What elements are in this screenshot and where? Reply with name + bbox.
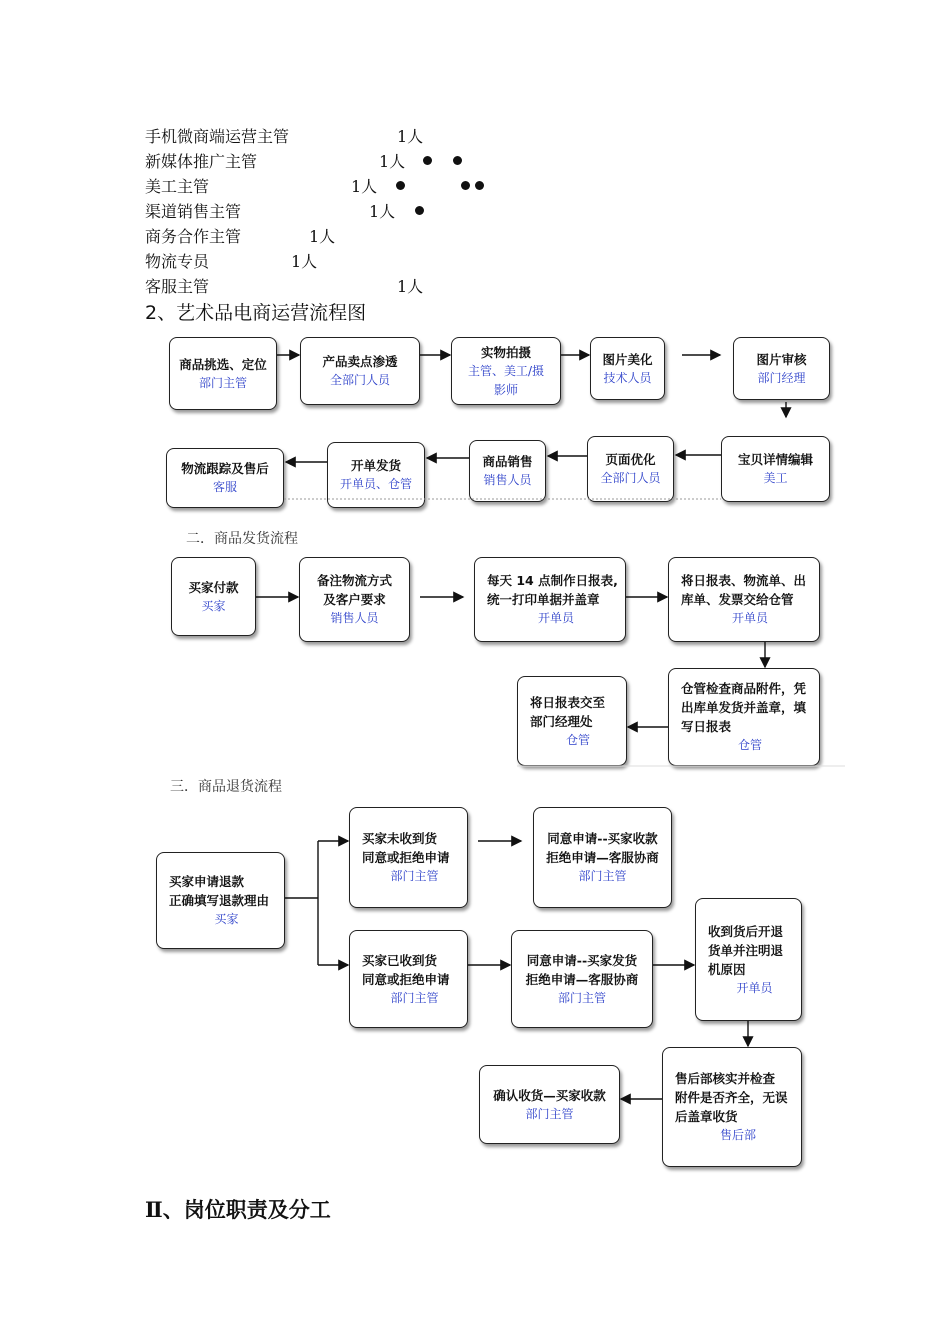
staff-row (145, 152, 406, 172)
step-role: 部门主管 (578, 869, 627, 883)
staff-row (145, 177, 378, 197)
flow3-step (349, 930, 468, 1028)
flow1-step (733, 337, 830, 400)
step-title: 同意申请--买家发货 拒绝申请—客服协商 (525, 952, 639, 987)
flow1-step (721, 436, 830, 502)
step-role: 开单员 (736, 980, 773, 995)
staff-role: 渠道销售主管 (145, 202, 242, 221)
step-title: 买家已收到货 同意或拒绝申请 (362, 952, 450, 987)
bullet-dot-icon (475, 181, 484, 190)
flow1-step (451, 337, 561, 405)
flow3-step (479, 1065, 620, 1144)
step-role: 全部门人员 (600, 471, 661, 485)
step-role: 部门主管 (390, 990, 439, 1005)
step-title: 买家申请退款 正确填写退款理由 (169, 874, 270, 908)
bullet-dot-icon (423, 156, 432, 165)
flow2-step (171, 557, 256, 636)
flow2-step (517, 676, 627, 766)
step-title: 备注物流方式 及客户要求 (316, 573, 392, 607)
staff-role: 物流专员 (145, 252, 210, 271)
step-title: 图片审核 (756, 351, 807, 367)
step-title: 售后部核实并检查 附件是否齐全，无误 后盖章收货 (675, 1071, 788, 1124)
step-role: 仓管 (737, 738, 762, 752)
step-role: 开单员 (731, 611, 768, 625)
staff-row (145, 252, 318, 272)
step-title: 商品挑选、定位 (179, 356, 267, 372)
step-title: 商品销售 (482, 454, 533, 469)
staff-count: 1人 (309, 227, 336, 246)
section-heading: 二．商品发货流程 (186, 531, 298, 547)
step-role: 开单员、仓管 (339, 477, 412, 491)
flow2-step (668, 668, 820, 766)
step-title: 将日报表交至 部门经理处 (530, 694, 606, 729)
step-role: 销售人员 (483, 473, 532, 487)
bullet-dot-icon (396, 181, 405, 190)
staff-count: 1人 (397, 277, 424, 296)
bullet-dot-icon (453, 156, 462, 165)
flow1-step (327, 442, 425, 508)
step-role: 售后部 (719, 1128, 756, 1142)
bullet-dot-icon (461, 181, 470, 190)
flow2-step (474, 557, 626, 642)
step-title: 同意申请--买家收款 拒绝申请—客服协商 (546, 831, 659, 865)
section-heading: 三．商品退货流程 (170, 779, 282, 795)
flow3-step (156, 852, 285, 949)
staff-role: 新媒体推广主管 (145, 152, 258, 171)
step-title: 物流跟踪及售后 (181, 461, 269, 476)
flow1-step (300, 337, 420, 405)
bullet-dot-icon (415, 206, 424, 215)
staff-count: 1人 (351, 177, 378, 196)
staff-role: 美工主管 (145, 177, 210, 196)
staff-role: 客服主管 (145, 277, 210, 296)
step-role: 技术人员 (603, 370, 652, 385)
step-role: 开单员 (537, 611, 574, 625)
flow3-step (349, 807, 468, 908)
flow2-step (668, 557, 820, 642)
staff-count: 1人 (369, 202, 396, 221)
flow3-step (533, 807, 672, 908)
step-role: 部门主管 (557, 990, 606, 1005)
flow3-step (695, 898, 802, 1021)
step-title: 图片美化 (602, 351, 653, 367)
section-heading: 2、艺术品电商运营流程图 (145, 302, 367, 324)
step-role: 买家 (201, 598, 226, 613)
step-title: 确认收货—买家收款 (493, 1087, 606, 1103)
step-role: 部门主管 (198, 375, 247, 390)
step-role: 部门经理 (757, 370, 806, 385)
step-title: 买家未收到货 同意或拒绝申请 (362, 831, 450, 865)
step-role: 美工 (763, 471, 788, 485)
flow1-step (469, 440, 546, 502)
staff-role: 手机微商端运营主管 (145, 127, 290, 146)
step-role: 客服 (212, 480, 237, 494)
step-role: 销售人员 (330, 611, 379, 625)
step-role: 部门主管 (390, 869, 439, 883)
staff-count: 1人 (379, 152, 406, 171)
step-role: 部门主管 (525, 1106, 574, 1121)
step-role: 全部门人员 (329, 373, 390, 387)
staff-row (145, 227, 336, 247)
step-title: 收到货后开退 货单并注明退 机原因 (708, 923, 784, 977)
staff-count: 1人 (291, 252, 318, 271)
step-title: 页面优化 (605, 452, 656, 467)
flow1-step (590, 337, 665, 400)
flow1-step (166, 448, 284, 508)
step-role: 仓管 (565, 732, 590, 747)
flow1-step (169, 337, 277, 410)
staff-row (145, 202, 396, 222)
flow1-step (587, 436, 674, 502)
section-heading: Ⅱ、岗位职责及分工 (145, 1197, 331, 1222)
step-title: 开单发货 (350, 458, 401, 473)
flow2-step (299, 557, 410, 642)
step-title: 实物拍摄 (480, 344, 531, 360)
step-title: 将日报表、物流单、出 库单、发票交给仓管 (681, 573, 807, 607)
staff-row (145, 127, 424, 147)
step-title: 宝贝详情编辑 (737, 452, 813, 467)
step-role: 买家 (214, 912, 239, 926)
step-title: 每天 14 点制作日报表, 统一打印单据并盖章 (487, 573, 618, 607)
step-title: 产品卖点渗透 (322, 354, 398, 369)
staff-role: 商务合作主管 (145, 227, 242, 246)
step-title: 仓管检查商品附件，凭 出库单发货并盖章，填 写日报表 (681, 681, 807, 734)
flow3-step (511, 930, 653, 1028)
step-title: 买家付款 (188, 579, 239, 595)
staff-row (145, 277, 424, 297)
staff-count: 1人 (397, 127, 424, 146)
flow3-step (662, 1047, 802, 1167)
step-role: 主管、美工/摄 影师 (467, 363, 545, 397)
